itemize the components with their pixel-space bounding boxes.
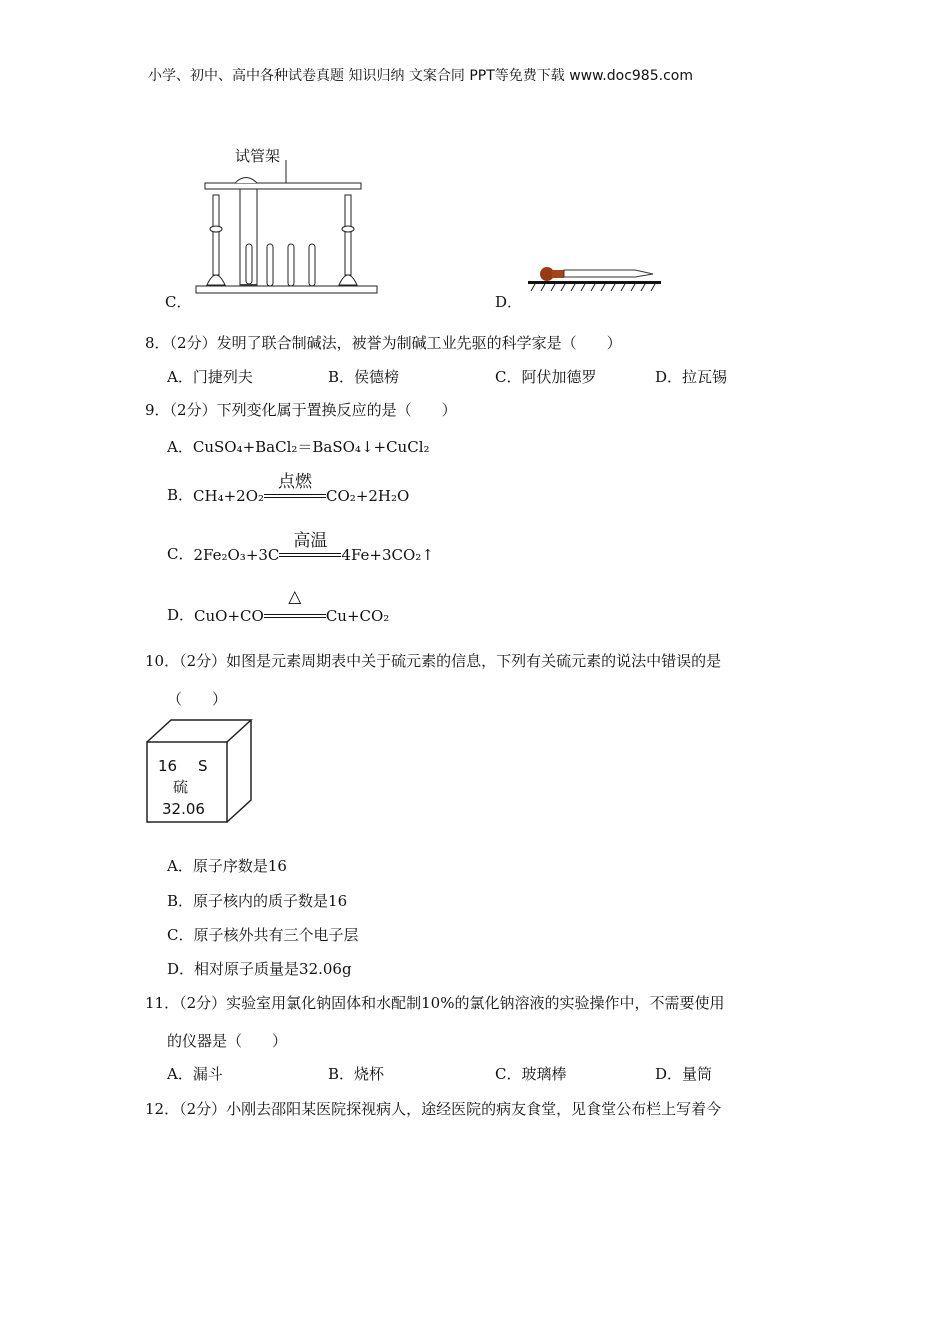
q10-option-b: B．原子核内的质子数是16 xyxy=(167,892,348,910)
page-header: 小学、初中、高中各种试卷真题 知识归纳 文案合同 PPT等免费下载 www.doc985.com xyxy=(148,68,693,84)
figure-label: 试管架 xyxy=(235,147,281,165)
q11-option-b: B．烧杯 xyxy=(328,1065,385,1083)
products: 4Fe+3CO₂↑ xyxy=(341,546,434,564)
reactants: 2Fe₂O₃+3C xyxy=(193,546,280,564)
reactants: CH₄+2O₂ xyxy=(193,487,265,505)
question-9: 9．（2分）下列变化属于置换反应的是（ ） xyxy=(145,401,457,419)
q11-option-d: D．量筒 xyxy=(655,1065,713,1083)
q8-option-a: A．门捷列夫 xyxy=(167,368,253,386)
element-symbol: S xyxy=(198,757,208,775)
q9-option-d xyxy=(167,587,390,625)
option-label: B． xyxy=(167,486,194,504)
q11-option-a: A．漏斗 xyxy=(167,1065,223,1083)
condition-text: 高温 xyxy=(293,531,328,551)
q10-option-c: C．原子核外共有三个电子层 xyxy=(167,926,359,944)
q10-option-a: A．原子序数是16 xyxy=(167,857,287,875)
reaction-condition xyxy=(279,531,341,564)
element-name: 硫 xyxy=(173,778,189,796)
option-d-label: D． xyxy=(495,293,523,311)
question-8: 8．（2分）发明了联合制碱法，被誉为制碱工业先驱的科学家是（ ） xyxy=(145,334,622,352)
atomic-number: 16 xyxy=(158,757,178,775)
question-12: 12．（2分）小刚去邵阳某医院探视病人，途经医院的病友食堂，见食堂公布栏上写着今 xyxy=(145,1100,722,1118)
condition-text: 点燃 xyxy=(278,472,313,492)
equation: CuSO₄+BaCl₂＝BaSO₄↓+CuCl₂ xyxy=(192,438,430,456)
reaction-condition xyxy=(264,587,326,625)
option-label: A． xyxy=(167,438,193,456)
q8-option-c: C．阿伏加德罗 xyxy=(495,368,597,386)
q10-paren: （ ） xyxy=(167,690,228,708)
q9-option-a xyxy=(167,437,430,457)
option-label: D． xyxy=(167,606,195,624)
option-label: C． xyxy=(167,545,194,563)
products: Cu+CO₂ xyxy=(325,607,390,625)
q8-option-d: D．拉瓦锡 xyxy=(655,368,728,386)
q8-option-b: B．侯德榜 xyxy=(328,368,400,386)
reactants: CuO+CO xyxy=(194,607,264,625)
option-c-label: C． xyxy=(165,293,192,311)
test-tube-rack-figure xyxy=(190,140,390,325)
q9-option-c xyxy=(167,531,434,564)
question-11: 11．（2分）实验室用氯化钠固体和水配制10%的氯化钠溶液的实验操作中，不需要使用 xyxy=(145,994,725,1012)
q10-option-d: D．相对原子质量是32.06g xyxy=(167,960,352,978)
products: CO₂+2H₂O xyxy=(326,487,410,505)
question-11-cont: 的仪器是（ ） xyxy=(167,1032,288,1050)
question-10: 10．（2分）如图是元素周期表中关于硫元素的信息，下列有关硫元素的说法中错误的是 xyxy=(145,652,722,670)
reaction-condition xyxy=(264,472,326,505)
q11-option-c: C．玻璃棒 xyxy=(495,1065,567,1083)
condition-text: △ xyxy=(288,587,302,607)
q9-option-b xyxy=(167,472,410,505)
dropper-figure xyxy=(525,260,665,295)
atomic-mass: 32.06 xyxy=(162,800,205,818)
